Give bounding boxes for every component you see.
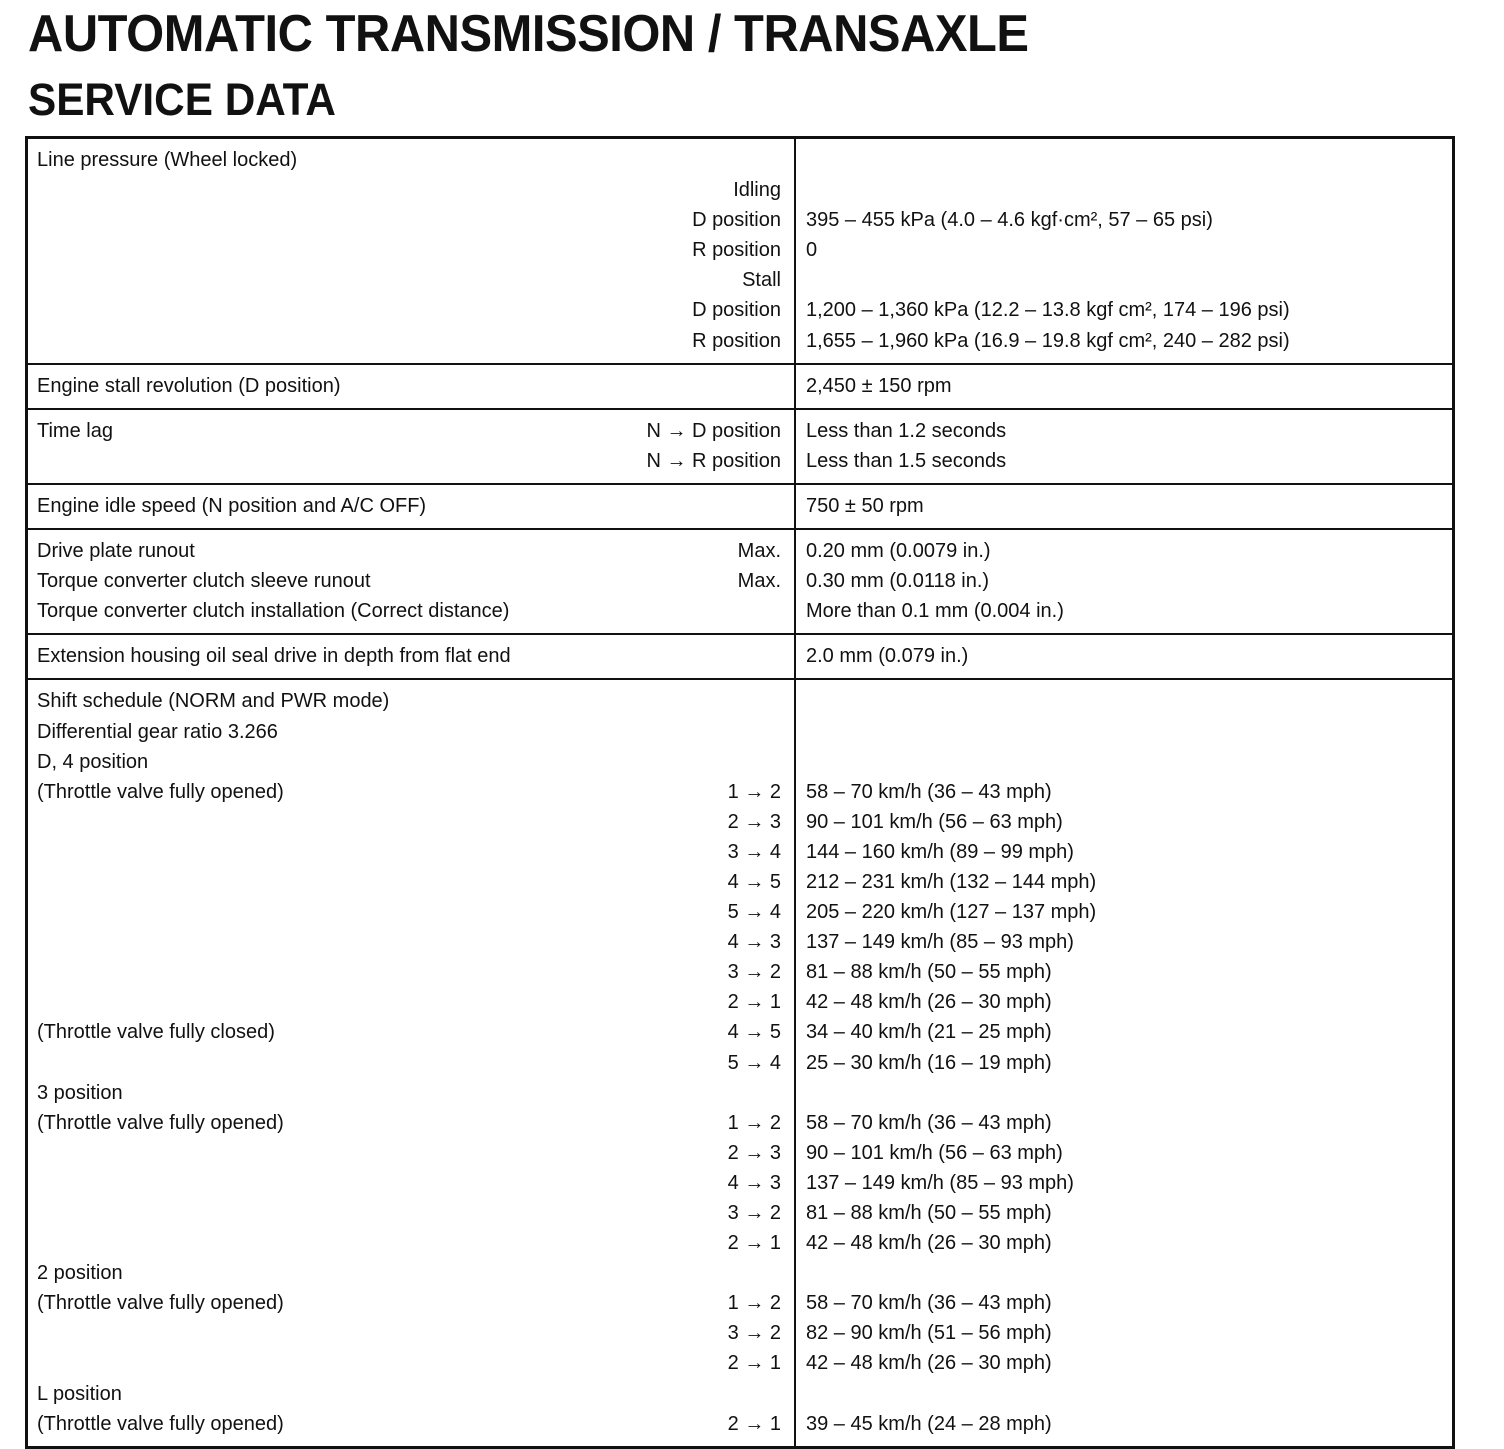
shift-gear-change: 2 → 1 bbox=[727, 1352, 781, 1375]
shift-row-label: (Throttle valve fully opened) bbox=[37, 780, 284, 803]
idling-d-value: 395 – 455 kPa (4.0 – 4.6 kgf·cm², 57 – 65 psi) bbox=[806, 209, 1213, 232]
shift-speed-value: 144 – 160 km/h (89 – 99 mph) bbox=[806, 840, 1074, 863]
shift-speed-value: 212 – 231 km/h (132 – 144 mph) bbox=[806, 870, 1097, 893]
time-lag-label: Time lag bbox=[37, 419, 113, 442]
clutch-install-value: More than 0.1 mm (0.004 in.) bbox=[806, 600, 1064, 623]
shift-speed-value: 58 – 70 km/h (36 – 43 mph) bbox=[806, 780, 1052, 803]
idling-r-label: R position bbox=[692, 239, 781, 262]
shift-row bbox=[37, 1198, 784, 1228]
oil-seal-section bbox=[28, 633, 1452, 678]
shift-gear-change: 1 → 2 bbox=[727, 780, 781, 803]
shift-gear-change: 2 → 1 bbox=[727, 991, 781, 1014]
line-pressure-section bbox=[28, 139, 1452, 363]
shift-speed-value: 81 – 88 km/h (50 – 55 mph) bbox=[806, 1202, 1052, 1224]
shift-speed-value bbox=[806, 747, 1442, 777]
shift-gear-change: 5 → 4 bbox=[727, 901, 781, 924]
shift-gear-change: 3 → 2 bbox=[727, 961, 781, 984]
shift-row bbox=[37, 1168, 784, 1198]
oil-seal-value: 2.0 mm (0.079 in.) bbox=[806, 645, 969, 668]
stall-revolution-section bbox=[28, 363, 1452, 408]
shift-row-label: (Throttle valve fully opened) bbox=[37, 1292, 284, 1315]
shift-row bbox=[37, 927, 784, 957]
shift-row-label: 3 position bbox=[37, 1081, 123, 1104]
sleeve-runout-value: 0.30 mm (0.0118 in.) bbox=[806, 570, 990, 593]
shift-row bbox=[37, 1258, 784, 1288]
line-pressure-label: Line pressure (Wheel locked) bbox=[37, 149, 298, 171]
shift-row bbox=[37, 1138, 784, 1168]
drive-plate-max: Max. bbox=[737, 540, 781, 563]
shift-row bbox=[37, 1409, 784, 1439]
shift-row bbox=[37, 1048, 784, 1078]
shift-speed-value: 42 – 48 km/h (26 – 30 mph) bbox=[806, 1232, 1052, 1255]
service-data-table bbox=[25, 136, 1455, 1449]
idle-speed-section bbox=[28, 483, 1452, 528]
idling-r-value: 0 bbox=[806, 239, 818, 262]
shift-gear-change: 2 → 1 bbox=[727, 1232, 781, 1255]
shift-row bbox=[37, 867, 784, 897]
shift-speed-value: 137 – 149 km/h (85 – 93 mph) bbox=[806, 931, 1074, 954]
shift-speed-value: 42 – 48 km/h (26 – 30 mph) bbox=[806, 1352, 1052, 1375]
drive-plate-value: 0.20 mm (0.0079 in.) bbox=[806, 540, 991, 563]
time-lag-nr-label: N → R position bbox=[646, 449, 781, 472]
line-pressure-values bbox=[796, 139, 1452, 363]
shift-row bbox=[37, 1379, 784, 1409]
stall-revolution-label: Engine stall revolution (D position) bbox=[37, 374, 341, 397]
shift-row-label: D, 4 position bbox=[37, 750, 149, 773]
time-lag-nr-value: Less than 1.5 seconds bbox=[806, 449, 1007, 472]
shift-row bbox=[37, 837, 784, 867]
shift-gear-change: 1 → 2 bbox=[727, 1292, 781, 1315]
section-title: SERVICE DATA bbox=[28, 74, 336, 125]
shift-speed-value: 25 – 30 km/h (16 – 19 mph) bbox=[806, 1051, 1052, 1074]
shift-row-label: (Throttle valve fully opened) bbox=[37, 1412, 284, 1435]
shift-gear-change: 4 → 5 bbox=[727, 1021, 781, 1044]
shift-row bbox=[37, 1017, 784, 1047]
stall-r-label: R position bbox=[692, 329, 781, 352]
page-title: AUTOMATIC TRANSMISSION / TRANSAXLE bbox=[28, 5, 1029, 63]
diff-ratio-label: Differential gear ratio 3.266 bbox=[37, 720, 278, 743]
shift-row bbox=[37, 777, 784, 807]
time-lag-section bbox=[28, 408, 1452, 483]
shift-row bbox=[37, 807, 784, 837]
shift-row-label: (Throttle valve fully opened) bbox=[37, 1111, 284, 1134]
clutch-install-label: Torque converter clutch installation (Correct distance) bbox=[37, 600, 510, 623]
shift-schedule-section bbox=[28, 678, 1452, 1445]
line-pressure-labels bbox=[28, 139, 796, 363]
oil-seal-label: Extension housing oil seal drive in depth from flat end bbox=[37, 645, 511, 668]
shift-gear-change: 3 → 2 bbox=[727, 1322, 781, 1345]
shift-speed-value: 90 – 101 km/h (56 – 63 mph) bbox=[806, 1141, 1063, 1164]
shift-row bbox=[37, 1318, 784, 1348]
shift-speed-value: 58 – 70 km/h (36 – 43 mph) bbox=[806, 1111, 1052, 1134]
shift-row-label: (Throttle valve fully closed) bbox=[37, 1021, 275, 1044]
shift-gear-change: 3 → 2 bbox=[727, 1202, 781, 1224]
shift-row bbox=[37, 1228, 784, 1258]
stall-r-value: 1,655 – 1,960 kPa (16.9 – 19.8 kgf cm², 240 – 282 psi) bbox=[806, 329, 1290, 352]
time-lag-nd-label: N → D position bbox=[646, 419, 781, 442]
sleeve-runout-max: Max. bbox=[737, 570, 781, 593]
stall-revolution-value: 2,450 ± 150 rpm bbox=[806, 374, 952, 397]
shift-gear-change: 4 → 5 bbox=[727, 870, 781, 893]
shift-row bbox=[37, 957, 784, 987]
shift-speed-value bbox=[806, 1078, 1442, 1108]
shift-speed-value: 82 – 90 km/h (51 – 56 mph) bbox=[806, 1322, 1052, 1345]
shift-gear-change: 2 → 1 bbox=[727, 1412, 781, 1435]
shift-speed-value bbox=[806, 1379, 1442, 1409]
idle-speed-label: Engine idle speed (N position and A/C OFF) bbox=[37, 494, 427, 517]
shift-speed-value: 58 – 70 km/h (36 – 43 mph) bbox=[806, 1292, 1052, 1315]
shift-row bbox=[37, 747, 784, 777]
shift-speed-value: 90 – 101 km/h (56 – 63 mph) bbox=[806, 810, 1063, 833]
runout-section bbox=[28, 528, 1452, 633]
idling-d-label: D position bbox=[692, 209, 781, 232]
shift-row bbox=[37, 1348, 784, 1378]
shift-row-label: L position bbox=[37, 1382, 122, 1405]
time-lag-nd-value: Less than 1.2 seconds bbox=[806, 419, 1007, 442]
stall-label: Stall bbox=[742, 269, 781, 292]
shift-speed-value: 81 – 88 km/h (50 – 55 mph) bbox=[806, 961, 1052, 984]
shift-speed-value: 34 – 40 km/h (21 – 25 mph) bbox=[806, 1021, 1052, 1044]
shift-speed-value: 42 – 48 km/h (26 – 30 mph) bbox=[806, 991, 1052, 1014]
shift-speed-value: 39 – 45 km/h (24 – 28 mph) bbox=[806, 1412, 1052, 1435]
shift-schedule-label: Shift schedule (NORM and PWR mode) bbox=[37, 690, 390, 713]
idle-speed-value: 750 ± 50 rpm bbox=[806, 494, 924, 517]
shift-speed-value: 137 – 149 km/h (85 – 93 mph) bbox=[806, 1171, 1074, 1194]
stall-d-value: 1,200 – 1,360 kPa (12.2 – 13.8 kgf cm², 174 – 196 psi) bbox=[806, 299, 1290, 322]
sleeve-runout-label: Torque converter clutch sleeve runout bbox=[37, 570, 371, 593]
shift-speed-value bbox=[806, 1258, 1442, 1288]
shift-gear-change: 1 → 2 bbox=[727, 1111, 781, 1134]
shift-row bbox=[37, 897, 784, 927]
shift-gear-change: 4 → 3 bbox=[727, 1171, 781, 1194]
shift-row bbox=[37, 1078, 784, 1108]
shift-speed-value: 205 – 220 km/h (127 – 137 mph) bbox=[806, 901, 1097, 924]
idling-label: Idling bbox=[733, 179, 781, 202]
shift-gear-change: 2 → 3 bbox=[727, 1141, 781, 1164]
shift-gear-change: 2 → 3 bbox=[727, 810, 781, 833]
shift-gear-change: 3 → 4 bbox=[727, 840, 781, 863]
shift-gear-change: 5 → 4 bbox=[727, 1051, 781, 1074]
shift-row bbox=[37, 1288, 784, 1318]
shift-row bbox=[37, 1108, 784, 1138]
shift-row-label: 2 position bbox=[37, 1262, 123, 1285]
stall-d-label: D position bbox=[692, 299, 781, 322]
drive-plate-label: Drive plate runout bbox=[37, 540, 195, 563]
shift-gear-change: 4 → 3 bbox=[727, 931, 781, 954]
shift-row bbox=[37, 987, 784, 1017]
